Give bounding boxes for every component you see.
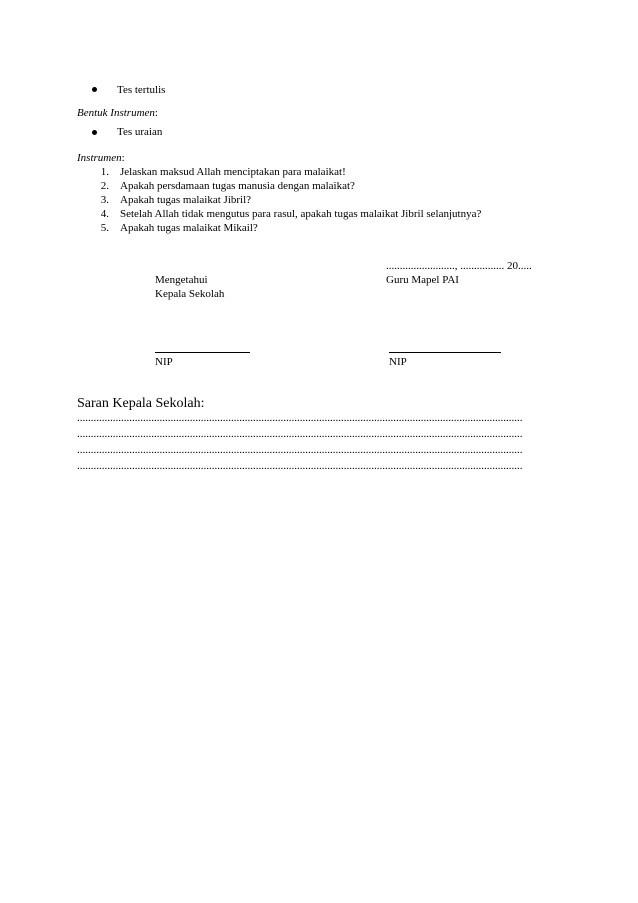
form-label-text: Bentuk Instrumen bbox=[77, 107, 155, 119]
saran-line: .................................................................................................................................................................. bbox=[77, 460, 523, 472]
question-number: 2. bbox=[100, 180, 109, 192]
saran-line: .................................................................................................................................................................. bbox=[77, 444, 523, 456]
left-title-2: Kepala Sekolah bbox=[155, 288, 225, 300]
question-number: 5. bbox=[100, 222, 109, 234]
left-title-1: Mengetahui bbox=[155, 274, 208, 286]
question-number: 1. bbox=[100, 166, 109, 178]
bullet-icon bbox=[92, 130, 97, 135]
question-text: Apakah tugas malaikat Mikail? bbox=[120, 222, 258, 234]
right-nip: NIP bbox=[389, 356, 407, 368]
bullet-icon bbox=[92, 87, 97, 92]
saran-title: Saran Kepala Sekolah: bbox=[77, 396, 205, 411]
form-bullet-text: Tes uraian bbox=[117, 126, 163, 138]
question-text: Apakah persdamaan tugas manusia dengan malaikat? bbox=[120, 180, 355, 192]
right-signature-line bbox=[389, 352, 501, 353]
technique-text: Tes tertulis bbox=[117, 84, 166, 96]
date-line: ........................., ................ 20..... bbox=[386, 260, 532, 272]
instrument-label-text: Instrumen bbox=[77, 152, 122, 164]
instrument-label-colon: : bbox=[121, 152, 125, 164]
instrument-label bbox=[77, 151, 125, 165]
form-label-colon: : bbox=[154, 107, 158, 119]
left-nip: NIP bbox=[155, 356, 173, 368]
left-signature-line bbox=[155, 352, 250, 353]
right-title: Guru Mapel PAI bbox=[386, 274, 459, 286]
question-text: Setelah Allah tidak mengutus para rasul, apakah tugas malaikat Jibril selanjutnya? bbox=[120, 208, 482, 220]
question-number: 3. bbox=[100, 194, 109, 206]
question-text: Jelaskan maksud Allah menciptakan para malaikat! bbox=[120, 166, 346, 178]
form-label bbox=[77, 106, 158, 120]
question-text: Apakah tugas malaikat Jibril? bbox=[120, 194, 252, 206]
saran-line: .................................................................................................................................................................. bbox=[77, 412, 523, 424]
saran-line: .................................................................................................................................................................. bbox=[77, 428, 523, 440]
question-number: 4. bbox=[100, 208, 109, 220]
